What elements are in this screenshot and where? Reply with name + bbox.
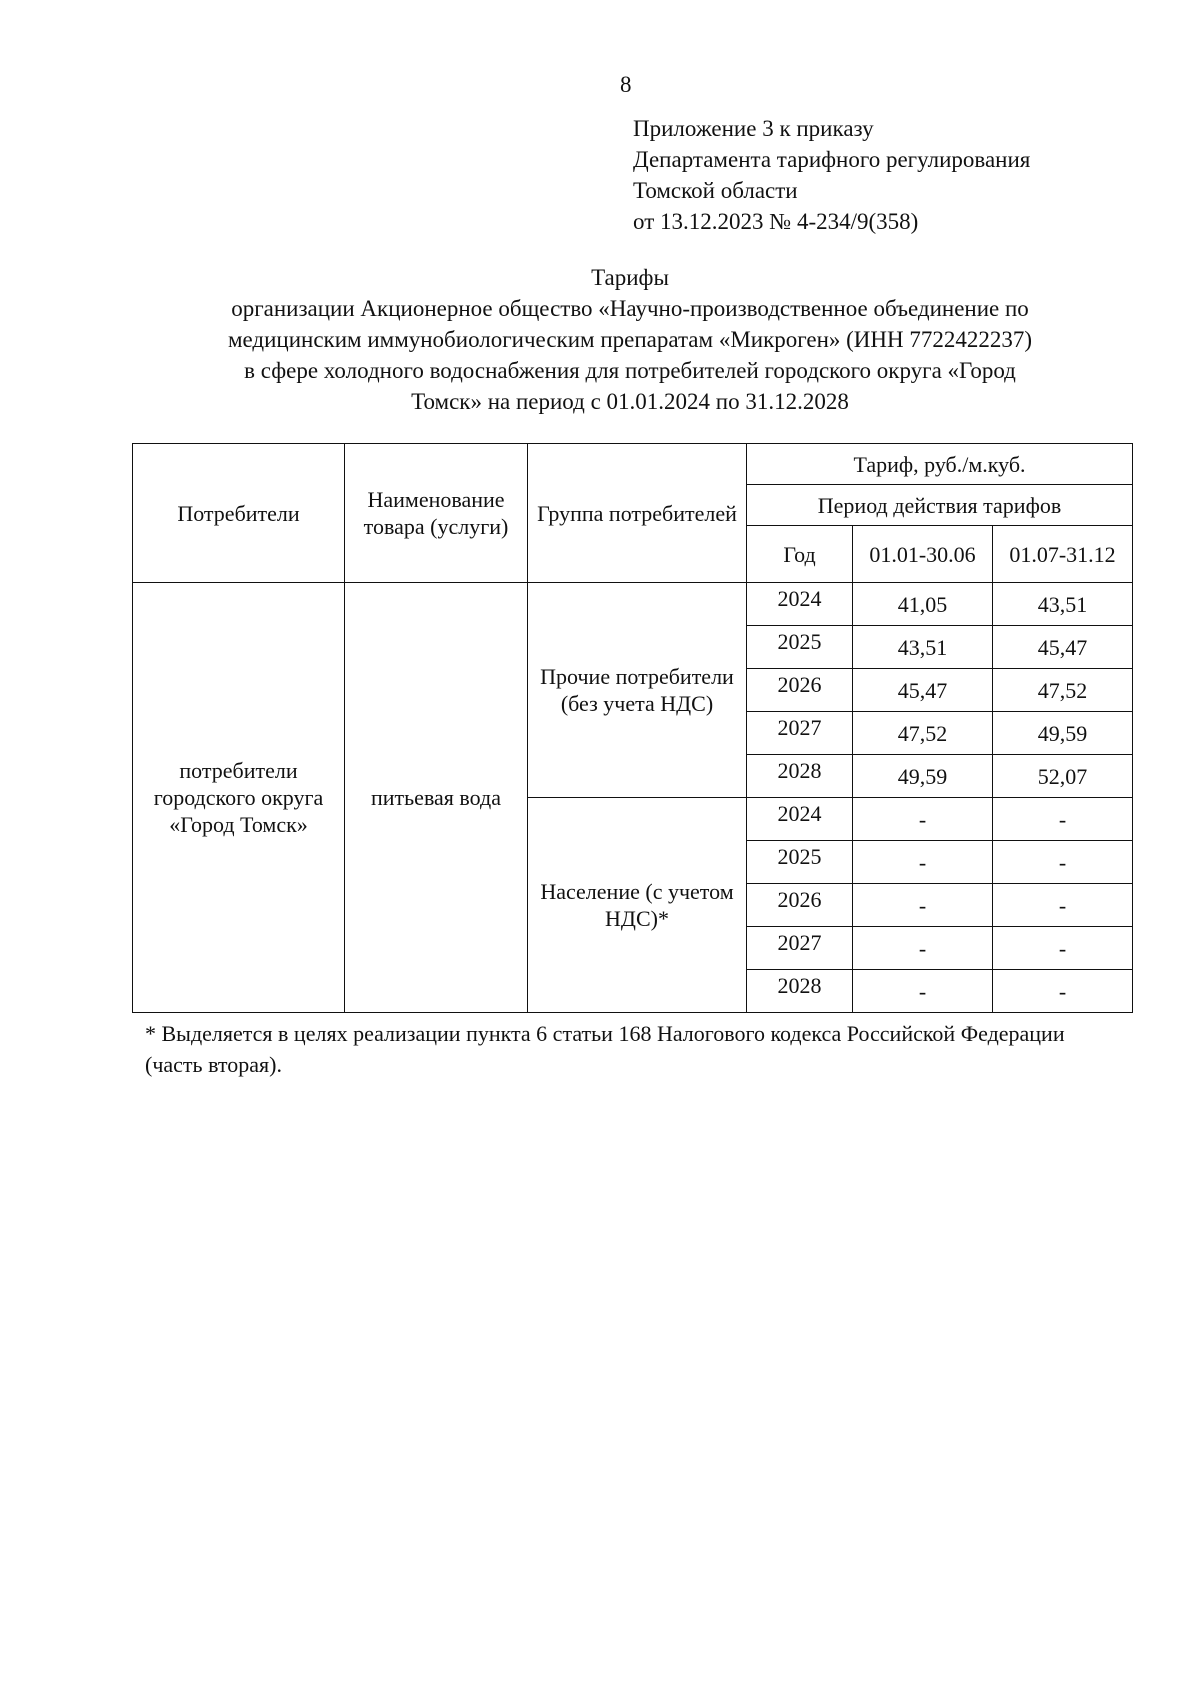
tariff-first-half: - [853, 841, 993, 884]
tariff-second-half: - [993, 884, 1133, 927]
goods-cell: питьевая вода [345, 583, 528, 1013]
header-second-half: 01.07-31.12 [993, 526, 1133, 583]
tariff-first-half: - [853, 927, 993, 970]
header-year: Год [747, 526, 853, 583]
tariff-second-half: 52,07 [993, 755, 1133, 798]
year-cell: 2026 [747, 884, 853, 927]
group-cell: Население (с учетом НДС)* [528, 798, 747, 1013]
consumers-cell: потребители городского округа «Город Томск» [133, 583, 345, 1013]
title-line: Томск» на период с 01.01.2024 по 31.12.2028 [411, 389, 849, 414]
footnote: * Выделяется в целях реализации пункта 6 статьи 168 Налогового кодекса Российской Федерации (часть вторая). [145, 1021, 1065, 1077]
group-cell: Прочие потребители (без учета НДС) [528, 583, 747, 798]
tariff-second-half: - [993, 927, 1133, 970]
document-title [130, 262, 1130, 417]
tariff-first-half: 45,47 [853, 669, 993, 712]
tariff-second-half: 49,59 [993, 712, 1133, 755]
header-period: Период действия тарифов [747, 485, 1133, 526]
year-cell: 2025 [747, 841, 853, 884]
tariff-second-half: - [993, 841, 1133, 884]
year-cell: 2027 [747, 927, 853, 970]
year-cell: 2027 [747, 712, 853, 755]
year-cell: 2025 [747, 626, 853, 669]
header-group: Группа потребителей [528, 444, 747, 583]
appendix-line: от 13.12.2023 № 4-234/9(358) [633, 209, 919, 234]
appendix-line: Томской области [633, 178, 798, 203]
title-line: медицинским иммунобиологическим препаратам «Микроген» (ИНН 7722422237) [227, 327, 1033, 352]
tariff-second-half: 45,47 [993, 626, 1133, 669]
title-line: в сфере холодного водоснабжения для потребителей городского округа «Город [244, 358, 1016, 383]
tariff-first-half: 43,51 [853, 626, 993, 669]
header-tariff: Тариф, руб./м.куб. [747, 444, 1133, 485]
year-cell: 2028 [747, 970, 853, 1013]
year-cell: 2024 [747, 798, 853, 841]
tariff-second-half: 47,52 [993, 669, 1133, 712]
title-heading: Тарифы [591, 265, 669, 290]
appendix-line: Департамента тарифного регулирования [633, 147, 1031, 172]
appendix-line: Приложение 3 к приказу [633, 116, 874, 141]
page-number: 8 [620, 72, 632, 97]
year-cell: 2028 [747, 755, 853, 798]
tariff-first-half: - [853, 798, 993, 841]
tariff-first-half: 41,05 [853, 583, 993, 626]
tariff-first-half: 49,59 [853, 755, 993, 798]
table-row [133, 583, 1133, 626]
appendix-block [633, 113, 1030, 237]
title-line: организации Акционерное общество «Научно-производственное объединение по [231, 296, 1029, 321]
tariff-second-half: - [993, 798, 1133, 841]
year-cell: 2026 [747, 669, 853, 712]
tariff-second-half: - [993, 970, 1133, 1013]
tariff-first-half: - [853, 884, 993, 927]
header-consumers: Потребители [133, 444, 345, 583]
tariff-first-half: - [853, 970, 993, 1013]
year-cell: 2024 [747, 583, 853, 626]
tariff-first-half: 47,52 [853, 712, 993, 755]
header-goods-name: Наименование товара (услуги) [345, 444, 528, 583]
tariff-second-half: 43,51 [993, 583, 1133, 626]
tariff-table [132, 443, 1133, 1013]
header-first-half: 01.01-30.06 [853, 526, 993, 583]
